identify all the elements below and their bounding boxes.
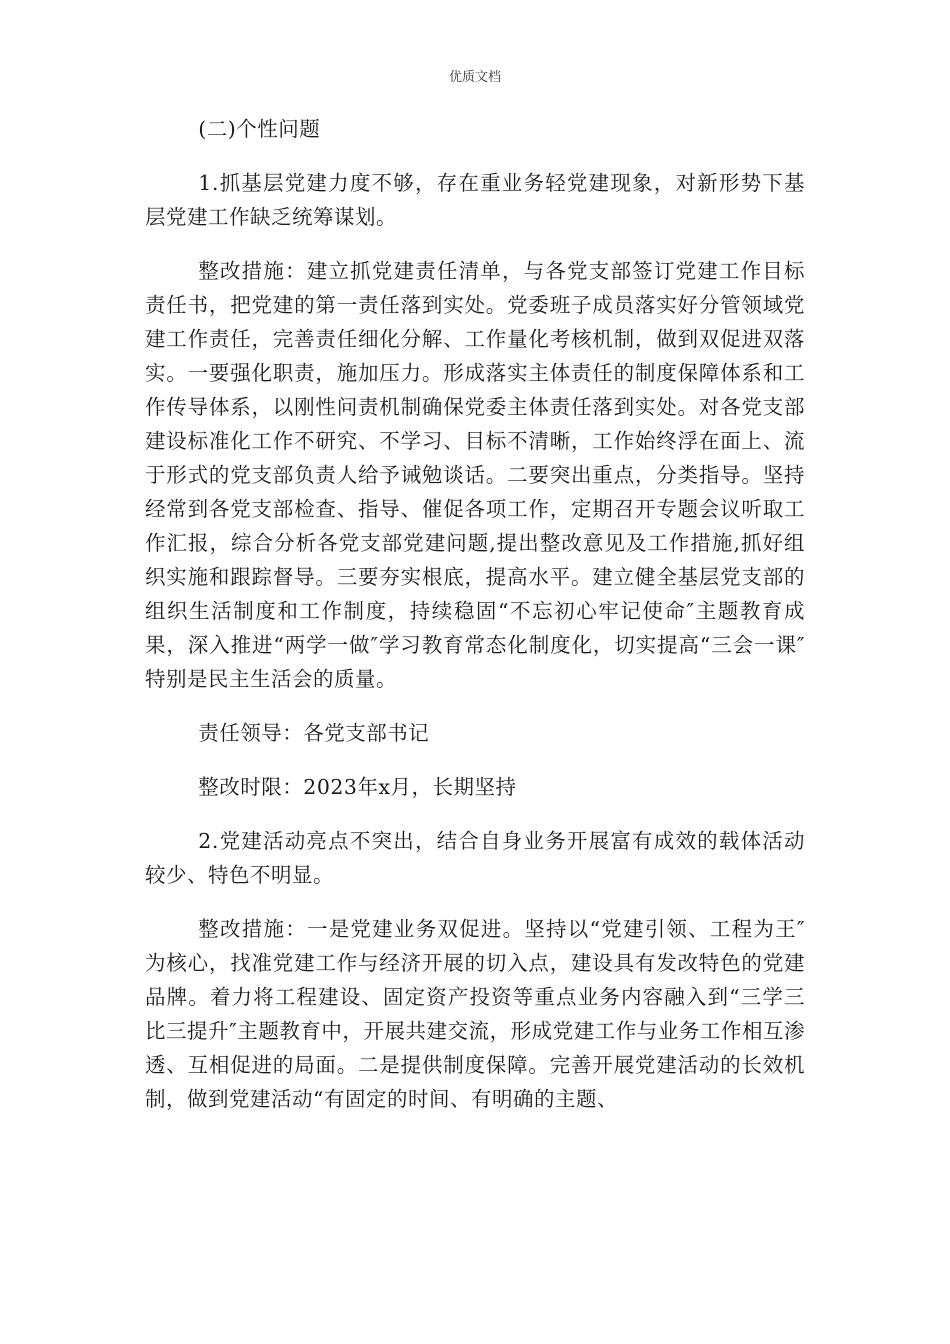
issue-2-paragraph: 2.党建活动亮点不突出，结合自身业务开展富有成效的载体活动较少、特色不明显。: [145, 829, 805, 887]
section-heading: (二)个性问题: [198, 117, 321, 141]
deadline-1: 整改时限：2023年x月，长期坚持: [198, 775, 517, 799]
measures-1-paragraph: 整改措施：建立抓党建责任清单，与各党支部签订党建工作目标责任书，把党建的第一责任落到实处。党委班子成员落实好分管领域党建工作责任，完善责任细化分解、工作量化考核机制，做到双促进双落实。一要强化职责，施加压力。形成落实主体责任的制度保障体系和工作传导体系，以刚性问责机制确保党委主体责任落到实处。对各党支部建设标准化工作不研究、不学习、目标不清晰，工作始终浮在面上、流于形式的党支部负责人给予诫勉谈话。二要突出重点，分类指导。坚持经常到各党支部检查、指导、催促各项工作，定期召开专题会议听取工作汇报，综合分析各党支部党建问题,提出整改意见及工作措施,抓好组织实施和跟踪督导。三要夯实根底，提高水平。建立健全基层党支部的组织生活制度和工作制度，持续稳固“不忘初心牢记使命″主题教育成果，深入推进“两学一做″学习教育常态化制度化，切实提高“三会一课″特别是民主生活会的质量。: [145, 259, 805, 691]
document-body: [145, 112, 805, 1136]
issue-1-paragraph: 1.抓基层党建力度不够，存在重业务轻党建现象，对新形势下基层党建工作缺乏统筹谋划。: [145, 171, 805, 229]
responsible-leader-1: 责任领导：各党支部书记: [198, 721, 430, 745]
measures-2-paragraph: 整改措施：一是党建业务双促进。坚持以“党建引领、工程为王″为核心，找准党建工作与经济开展的切入点，建设具有发改特色的党建品牌。着力将工程建设、固定资产投资等重点业务内容融入到“三学三比三提升″主题教育中，开展共建交流，形成党建工作与业务工作相互渗透、互相促进的局面。二是提供制度保障。完善开展党建活动的长效机制，做到党建活动“有固定的时间、有明确的主题、: [145, 917, 805, 1111]
page-header-label: 优质文档: [448, 70, 501, 85]
